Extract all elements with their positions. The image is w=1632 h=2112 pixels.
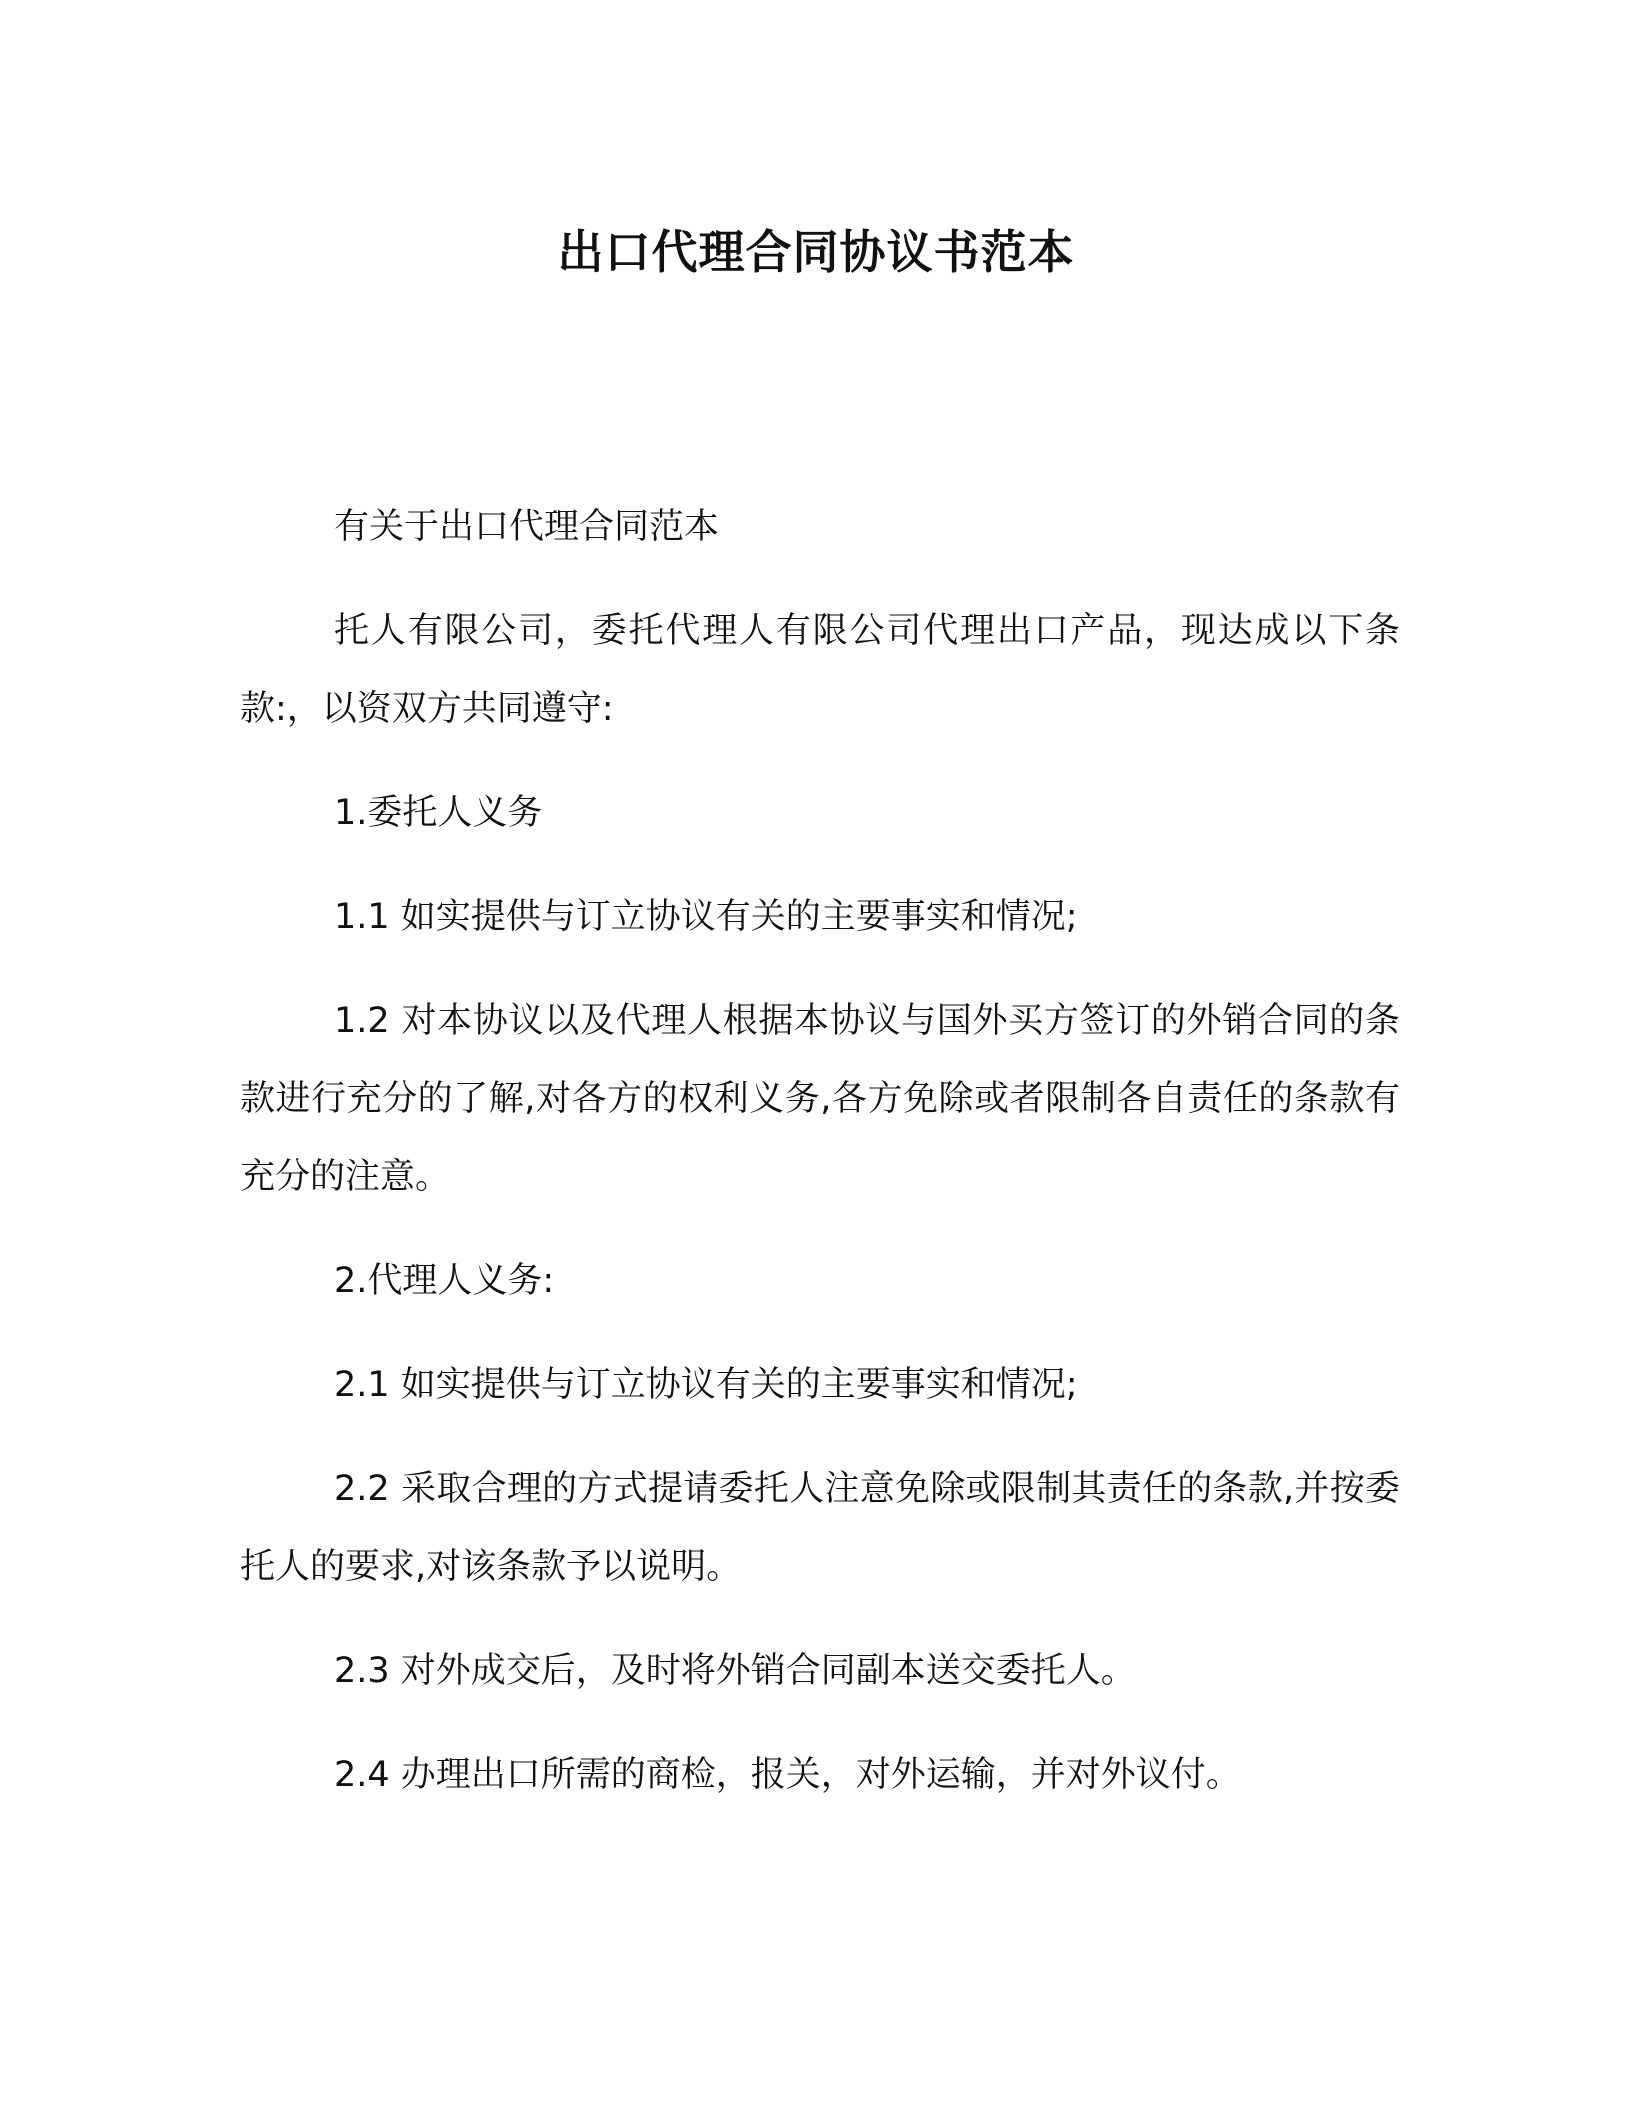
clause-2-4: 2.4 办理出口所需的商检，报关，对外运输，并对外议付。 [334,1755,1241,1795]
clause-2-3: 2.3 对外成交后，及时将外销合同副本送交委托人。 [334,1651,1136,1691]
clause-1-2: 1.2 对本协议以及代理人根据本协议与国外买方签订的外销合同的条款进行充分的了解,对各方的权利义务,各方免除或者限制各自责任的条款有充分的注意。 [240,1001,1400,1197]
section-heading-agent-obligations: 2.代理人义务: [334,1261,555,1301]
paragraph-parties: 托人有限公司，委托代理人有限公司代理出口产品，现达成以下条款:，以资双方共同遵守: [240,611,1400,729]
paragraph-intro: 有关于出口代理合同范本 [334,507,720,547]
section-heading-principal-obligations: 1.委托人义务 [334,793,543,833]
clause-2-2: 2.2 采取合理的方式提请委托人注意免除或限制其责任的条款,并按委托人的要求,对该条款予以说明。 [240,1469,1400,1587]
document-title: 出口代理合同协议书范本 [557,225,1075,279]
document-body [240,488,1400,1840]
clause-2-1: 2.1 如实提供与订立协议有关的主要事实和情况; [334,1365,1078,1405]
clause-1-1: 1.1 如实提供与订立协议有关的主要事实和情况; [334,897,1078,937]
